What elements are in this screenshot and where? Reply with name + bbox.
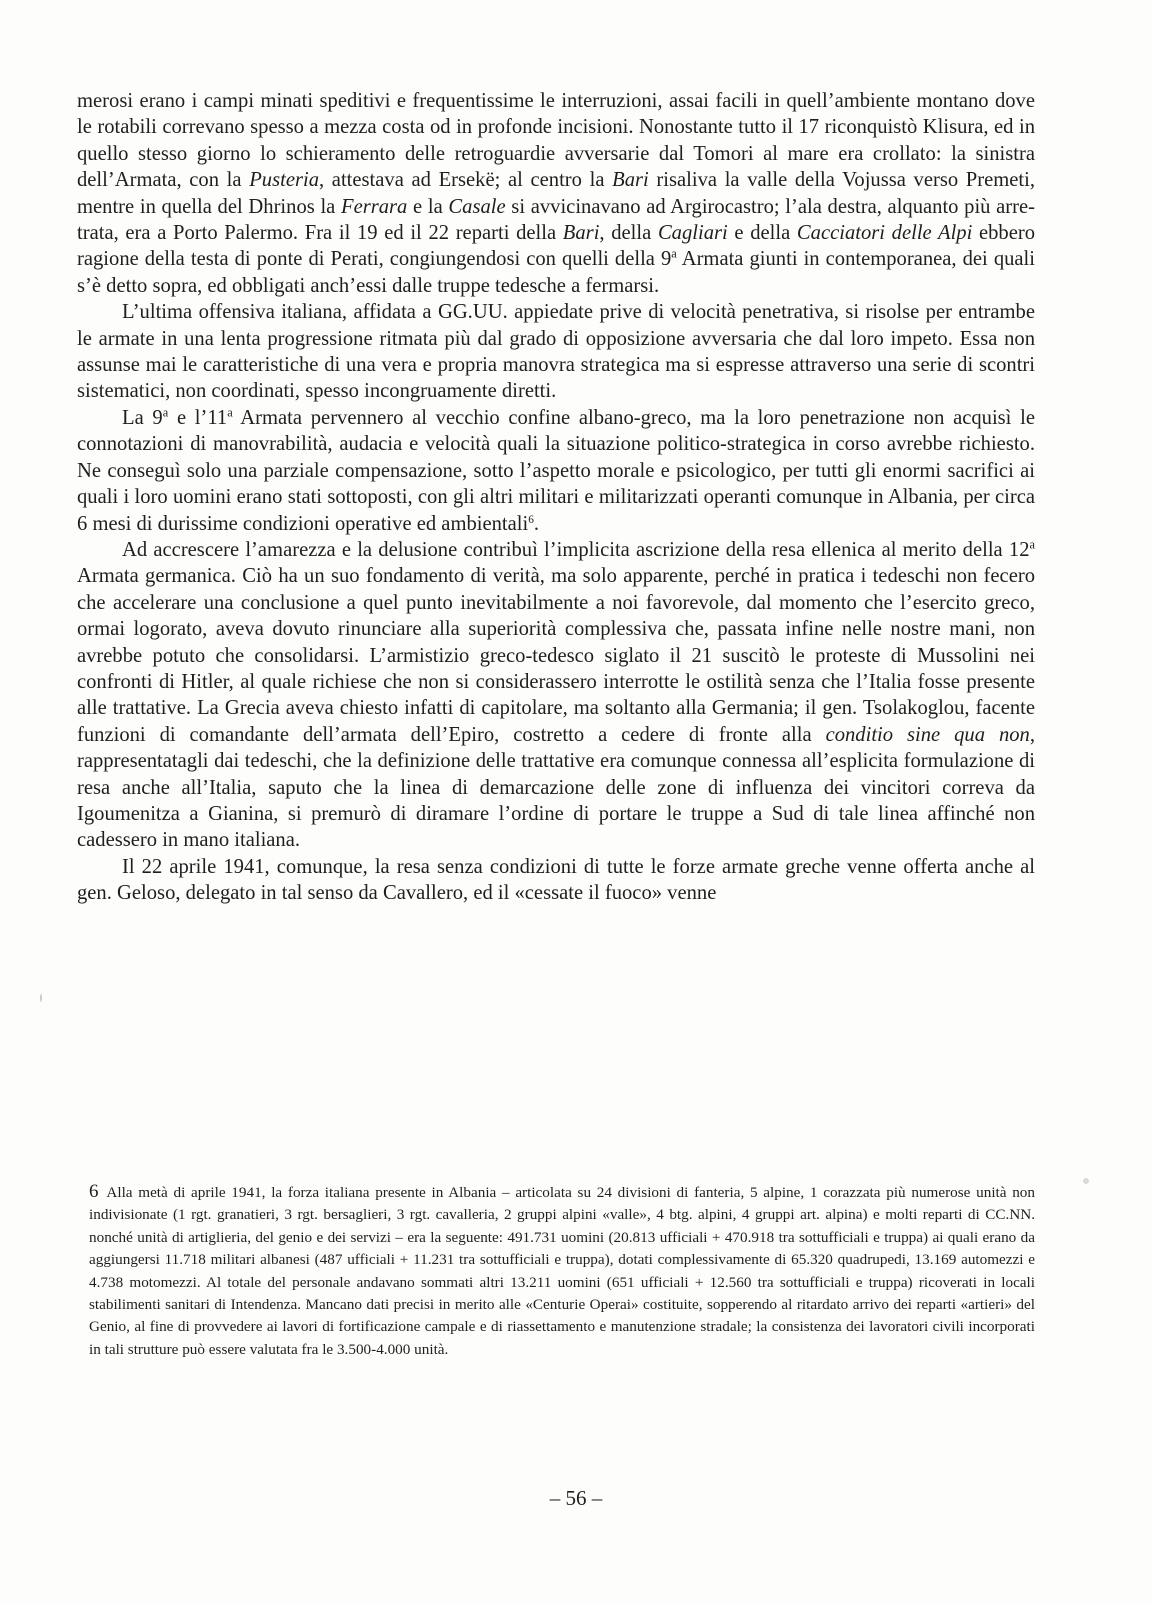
paragraph <box>77 405 1035 537</box>
italic-name: conditio sine qua non <box>825 723 1030 746</box>
italic-name: Cacciatori delle Alpi <box>796 222 973 245</box>
ordinal-superscript: a <box>162 405 169 420</box>
text-run: , attestava ad Ersekë; al centro la <box>319 169 613 192</box>
ordinal-superscript: a <box>671 247 677 262</box>
italic-name: Cagliari <box>657 222 728 245</box>
footnote-number: 6 <box>89 1181 99 1202</box>
footnote-paragraph <box>89 1181 1035 1361</box>
italic-name: Casale <box>448 195 506 218</box>
scan-mark <box>40 994 42 1002</box>
text-run: Armata germanica. Ciò ha un suo fondamento di verità, ma solo apparente, perché in pratica i tedeschi non fecero che accelerare una conclusione a quel punto inevitabilmente a noi favorevole, dal momento che l’esercito greco, ormai logorato, aveva dovuto rinunciare alla superiorità complessiva che, passata infine nelle nostre mani, non avrebbe potuto che consolidarsi. L’armistizio greco-tedesco siglato il 21 suscitò le proteste di Mussolini nei confronti di Hitler, al quale richiese che non si considerassero interrotte le ostilità senza che l’Italia fosse presente alle trattative. La Grecia aveva chiesto infatti di capitolare, ma soltanto alla Germania; il gen. Tsolakoglou, facente funzioni di comandante dell’armata dell’Epiro, costretto a cedere di fronte alla <box>77 565 1035 746</box>
italic-name: Bari <box>562 222 600 245</box>
text-run: Armata giunti in contemporanea, dei quali s’è detto sopra, ed obbligati anch’essi dalle truppe tedesche a fermarsi. <box>77 248 1035 297</box>
text-run: risaliva la valle della Vojussa verso Premeti, mentre in quella del Dhrinos la <box>77 169 1035 218</box>
text-run: La 9 <box>122 406 163 429</box>
footnote-reference: 6 <box>528 513 534 526</box>
paragraph <box>77 88 1035 299</box>
text-run: merosi erano i campi minati speditivi e frequentissime le interruzioni, assai facili in quell’ambiente montano dove le rotabili correvano spesso a mezza costa od in profonde incisioni. Nonostante tutto il 17 riconquistò Klisura, ed in quello stesso giorno lo schieramento delle retroguardie avversarie dal Tomori al mare era crollato: la sinistra dell’Armata, con la <box>77 90 1035 192</box>
text-run: si avvicinavano ad Argirocastro; l’ala destra, alquanto più arretrata, era a Porto Palermo. Fra il 19 ed il 22 reparti della <box>77 195 1035 245</box>
paragraph <box>77 537 1035 854</box>
text-run: , rappresentatagli dai tedeschi, che la definizione delle trattative era comunque connessa all’esplicita formulazione di resa anche all’Italia, saputo che la linea di demarcazione delle zone di influenza dei vincitori correva da Igoumenitza a Gianina, si premurò di diramare l’ordine di portare le truppe a Sud di tale linea affinché non cadessero in mano italiana. <box>77 723 1035 852</box>
footnote <box>89 1181 1035 1361</box>
italic-name: Pusteria <box>249 169 319 192</box>
page-number: – 56 – <box>549 1486 603 1510</box>
text-run: e la <box>407 195 449 218</box>
text-run: . <box>533 512 540 535</box>
paragraph <box>77 854 1035 907</box>
italic-name: Bari <box>612 169 649 192</box>
italic-name: Ferrara <box>340 195 408 218</box>
ordinal-superscript: a <box>227 405 233 420</box>
text-run: e della <box>727 222 797 245</box>
scan-mark <box>1083 1178 1089 1184</box>
text-run: Ad accrescere l’amarezza e la delusione contribuì l’implicita ascrizione della resa ellenica al merito della 12 <box>122 538 1030 561</box>
main-text <box>77 88 1035 907</box>
footnote-text: Alla metà di aprile 1941, la forza italiana presente in Albania – articolata su 24 divisioni di fanteria, 5 alpine, 1 corazzata più numerose unità non indivisionate (1 rgt. granatieri, 3 rgt. bersaglieri, 3 rgt. cavalleria, 2 gruppi alpini «valle», 4 btg. alpini, 4 gruppi art. alpina) e molti reparti di CC.NN. nonché unità di artiglieria, del genio e dei servizi – era la seguente: 491.731 uomini (20.813 ufficiali + 470.918 tra sottufficiali e truppa) ai quali erano da aggiungersi 11.718 militari albanesi (487 ufficiali + 11.231 tra sottufficiali e truppa), dotati complessivamente di 65.320 quadrupedi, 13.169 automezzi e 4.738 motomezzi. Al totale del personale andavano sommati altri 13.211 uomini (651 ufficiali + 12.560 tra sottufficiali e truppa) ricoverati in locali stabilimenti sanitari di Intendenza. Mancano dati precisi in merito alle «Centurie Operai» costituite, sopperendo al ritardato arrivo dei reparti «artieri» del Genio, al fine di provvedere ai lavori di fortificazione campale e di riassettamento e manutenzione stradale; la consistenza dei lavoratori civili incorporati in tali strutture può essere valutata fra le 3.500-4.000 unità. <box>89 1184 1035 1358</box>
text-run: ebbero ragione della testa di ponte di Perati, congiungendosi con quelli della 9 <box>77 222 1036 271</box>
paragraph <box>77 299 1035 405</box>
text-run: e l’11 <box>168 406 228 429</box>
text-run: Il 22 aprile 1941, comunque, la resa senza condizioni di tutte le forze armate greche venne offerta anche al gen. Geloso, delegato in tal senso da Cavallero, ed il «cessate il fuoco» venne <box>77 855 1035 905</box>
text-run: Armata pervennero al vecchio confine albano-greco, ma la loro penetrazione non acquisì le connotazioni di manovrabilità, audacia e velocità quali la situazione politico-strategica in corso avrebbe richiesto. Ne conseguì solo una parziale compensazione, sotto l’aspetto morale e psicologico, per tutti gli enormi sacrifici ai quali i loro uomini erano stati sottoposti, con gli altri militari e militarizzati operanti comunque in Albania, per circa 6 mesi di durissime condizioni operative ed ambientali <box>77 406 1035 535</box>
text-run: L’ultima offensiva italiana, affidata a GG.UU. appiedate prive di velocità penetrativa, si risolse per entrambe le armate in una lenta progressione ritmata più dal grado di opposizione avversaria che dal loro impeto. Essa non assunse mai le caratteristiche di una vera e propria manovra strategica ma si espresse attraverso una serie di scontri sistematici, non coordinati, spesso incongruamente diretti. <box>77 301 1035 403</box>
ordinal-superscript: a <box>1029 537 1035 552</box>
text-run: , della <box>599 222 658 245</box>
